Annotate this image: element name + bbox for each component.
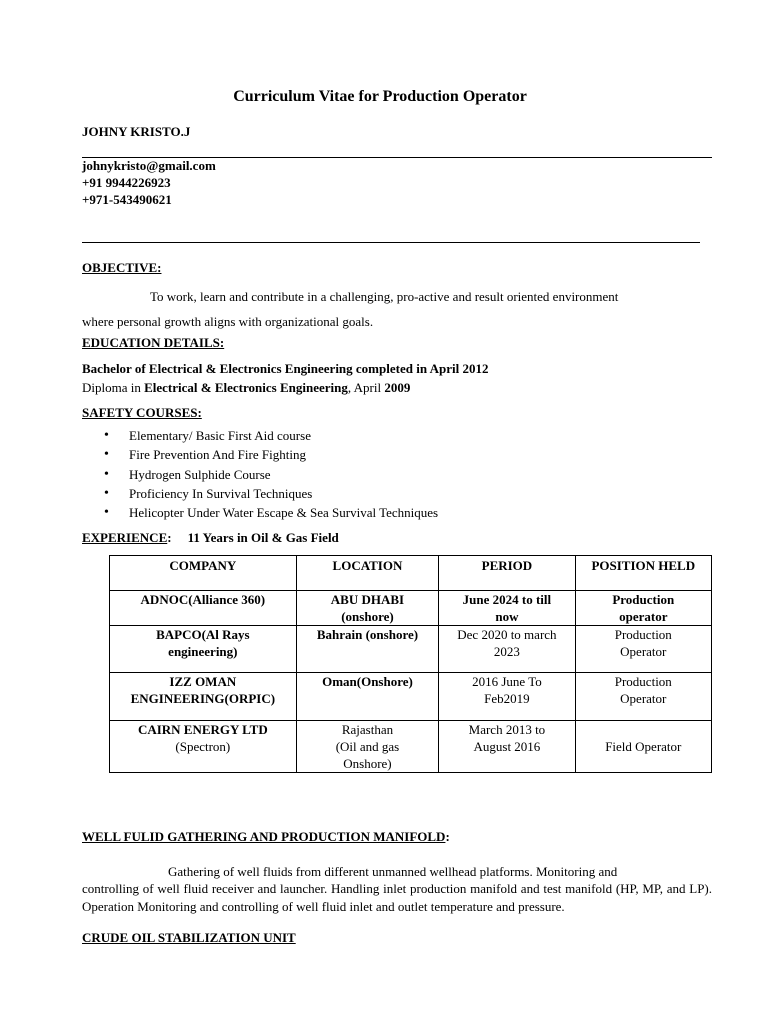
cell-company bbox=[110, 721, 297, 773]
table-row bbox=[110, 626, 712, 673]
cell-line: Production bbox=[614, 627, 672, 642]
objective-heading: OBJECTIVE: bbox=[82, 260, 162, 275]
cell-line: IZZ OMAN bbox=[169, 674, 237, 689]
cell-period bbox=[439, 721, 575, 773]
safety-course-item: • Elementary/ Basic First Aid course bbox=[129, 426, 438, 445]
safety-heading: SAFETY COURSES: bbox=[82, 405, 202, 420]
cell-company bbox=[110, 591, 297, 626]
cell-line: Field Operator bbox=[605, 739, 682, 754]
safety-course-item: • Hydrogen Sulphide Course bbox=[129, 465, 438, 484]
experience-summary: 11 Years in Oil & Gas Field bbox=[187, 530, 339, 545]
contact-phone-india: +91 9944226923 bbox=[82, 175, 171, 190]
experience-colon: : bbox=[167, 530, 172, 545]
cell-period bbox=[439, 673, 575, 721]
safety-course-item: • Proficiency In Survival Techniques bbox=[129, 484, 438, 503]
cell-line: BAPCO(Al Rays bbox=[156, 627, 250, 642]
education-diploma bbox=[82, 380, 410, 396]
safety-course-item: • Fire Prevention And Fire Fighting bbox=[129, 445, 438, 464]
cell-line: Onshore) bbox=[343, 756, 392, 771]
table-row bbox=[110, 673, 712, 721]
column-header-location: LOCATION bbox=[296, 556, 439, 591]
divider-contact bbox=[82, 242, 700, 243]
cell-line: March 2013 to bbox=[468, 722, 546, 737]
cell-period bbox=[439, 626, 575, 673]
cell-position bbox=[575, 591, 711, 626]
table-row bbox=[110, 591, 712, 626]
diploma-field: Electrical & Electronics Engineering bbox=[144, 380, 348, 395]
well-paragraph-rest: controlling of well fluid receiver and launcher. Handling inlet production manifold and test manifold (HP, MP, and LP). Operation Monitoring and controlling of well fluid inlet and outlet temperature and pressure. bbox=[82, 881, 712, 914]
column-header-company: COMPANY bbox=[110, 556, 297, 591]
experience-table bbox=[109, 555, 712, 773]
table-row bbox=[110, 721, 712, 773]
well-paragraph-first: Gathering of well fluids from different unmanned wellhead platforms. Monitoring and bbox=[168, 864, 618, 879]
diploma-year: 2009 bbox=[384, 380, 411, 395]
document-title: Curriculum Vitae for Production Operator bbox=[233, 88, 527, 105]
cell-location bbox=[296, 673, 439, 721]
cell-position bbox=[575, 721, 711, 773]
cell-line: Bahrain (onshore) bbox=[316, 627, 419, 642]
contact-phone-uae: +971-543490621 bbox=[82, 192, 172, 207]
experience-heading-line bbox=[82, 530, 339, 546]
column-header-position: POSITION HELD bbox=[575, 556, 711, 591]
cell-line: (Oil and gas bbox=[335, 739, 400, 754]
objective-line-2: where personal growth aligns with organizational goals. bbox=[82, 314, 374, 329]
diploma-middle: , April bbox=[347, 380, 385, 395]
cell-line: 2016 June To bbox=[472, 674, 542, 689]
crude-heading: CRUDE OIL STABILIZATION UNIT bbox=[82, 930, 296, 945]
cell-line: Production bbox=[614, 674, 672, 689]
cell-line: (onshore) bbox=[341, 609, 394, 624]
column-header-period: PERIOD bbox=[439, 556, 575, 591]
cell-position bbox=[575, 673, 711, 721]
cell-location bbox=[296, 721, 439, 773]
cell-line: now bbox=[495, 609, 519, 624]
cell-line: ABU DHABI bbox=[330, 592, 405, 607]
diploma-prefix: Diploma in bbox=[82, 380, 145, 395]
well-colon: : bbox=[445, 829, 450, 844]
safety-course-item: • Helicopter Under Water Escape & Sea Survival Techniques bbox=[129, 503, 438, 522]
objective-paragraph bbox=[82, 284, 712, 334]
cell-line: Feb2019 bbox=[484, 691, 530, 706]
cell-line: engineering) bbox=[168, 644, 238, 659]
cell-location bbox=[296, 591, 439, 626]
cell-line: CAIRN ENERGY LTD bbox=[137, 722, 268, 737]
cell-line: 2023 bbox=[493, 644, 520, 659]
well-paragraph bbox=[82, 863, 712, 915]
cell-position bbox=[575, 626, 711, 673]
cell-line: August 2016 bbox=[473, 739, 541, 754]
contact-email: johnykristo@gmail.com bbox=[82, 158, 216, 173]
cell-line: (Spectron) bbox=[175, 739, 231, 754]
objective-line-1: To work, learn and contribute in a challenging, pro-active and result oriented environment bbox=[150, 289, 619, 304]
cell-line: operator bbox=[619, 609, 668, 624]
cell-company bbox=[110, 626, 297, 673]
table-header-row bbox=[110, 556, 712, 591]
cell-line: ENGINEERING(ORPIC) bbox=[130, 691, 276, 706]
education-heading: EDUCATION DETAILS: bbox=[82, 335, 225, 350]
cell-company bbox=[110, 673, 297, 721]
well-heading-line bbox=[82, 829, 450, 845]
safety-course-list bbox=[82, 426, 438, 522]
cell-line: Operator bbox=[620, 691, 667, 706]
cell-line: Oman(Onshore) bbox=[322, 674, 413, 689]
cell-line: June 2024 to till bbox=[462, 592, 552, 607]
cell-line: ADNOC(Alliance 360) bbox=[140, 592, 266, 607]
well-heading: WELL FULID GATHERING AND PRODUCTION MANIFOLD bbox=[82, 829, 446, 844]
candidate-name: JOHNY KRISTO.J bbox=[82, 124, 191, 139]
cell-line: Rajasthan bbox=[341, 722, 394, 737]
cell-line: Production bbox=[612, 592, 675, 607]
cell-location bbox=[296, 626, 439, 673]
experience-heading: EXPERIENCE bbox=[82, 530, 168, 545]
cell-line: Operator bbox=[620, 644, 667, 659]
cell-line: Dec 2020 to march bbox=[457, 627, 557, 642]
cell-period bbox=[439, 591, 575, 626]
education-degree: Bachelor of Electrical & Electronics Engineering completed in April 2012 bbox=[82, 361, 489, 376]
